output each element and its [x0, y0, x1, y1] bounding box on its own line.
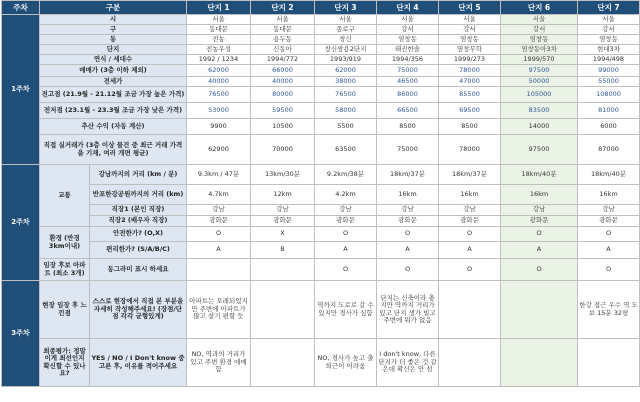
data-cell: 4.2km: [315, 185, 377, 205]
header-complex-6: 단지 6: [501, 1, 578, 15]
data-cell: 서울: [251, 15, 315, 25]
row-label: YES / NO / I Don't know 중 고른 후, 이유를 적어주세요: [90, 339, 187, 387]
data-cell: 강서: [578, 25, 640, 35]
data-cell: 광화문: [251, 216, 315, 227]
table-row: [2, 281, 640, 339]
table-row: [2, 35, 640, 45]
data-cell: 13km/30분: [251, 165, 315, 185]
row-label: 안전한가? (O,X): [90, 227, 187, 242]
table-row: [2, 119, 640, 135]
data-cell: 강남: [251, 205, 315, 216]
row-label: 직장2 (배우자 직장): [90, 216, 187, 227]
data-cell: 아파트는 오래되었지만 주변에 아파트가 많고 살기 편할 듯: [187, 281, 251, 339]
row-label: 전저점 (23.1월 - 23.3월 조금 가장 낮은 가격): [40, 103, 187, 119]
data-cell: A: [501, 242, 578, 259]
round-label: 1주차: [2, 15, 40, 165]
data-cell: 86000: [377, 87, 439, 103]
data-cell: 8500: [439, 119, 501, 135]
table-row: [2, 259, 640, 281]
data-cell: 105000: [501, 87, 578, 103]
data-cell: O: [501, 227, 578, 242]
data-cell: 76500: [187, 87, 251, 103]
data-cell: 강서: [377, 25, 439, 35]
data-cell: 9.2km/38분: [315, 165, 377, 185]
data-cell: A: [439, 242, 501, 259]
data-cell: [501, 281, 578, 339]
data-cell: 18km/37분: [439, 165, 501, 185]
data-cell: 16km: [439, 185, 501, 205]
row-label: 직장1 (본인 직장): [90, 205, 187, 216]
data-cell: 염창동: [501, 35, 578, 45]
header-row: [2, 1, 640, 15]
data-cell: 69500: [439, 103, 501, 119]
data-cell: 75000: [377, 65, 439, 77]
data-cell: 12km: [251, 185, 315, 205]
data-cell: 4.7km: [187, 185, 251, 205]
data-cell: 강남: [439, 205, 501, 216]
header-round: 주차: [2, 1, 40, 15]
category-label: 임장 후보 아파트 (최소 3개): [40, 259, 90, 281]
data-cell: 5500: [315, 119, 377, 135]
category-label: 최종평가: 정말 이게 최선인지 확신할 수 있나요?: [40, 339, 90, 387]
data-cell: 광화문: [439, 216, 501, 227]
data-cell: 10500: [251, 119, 315, 135]
data-cell: 창신: [315, 35, 377, 45]
row-label: 직접 실거래가 (3층 이상 물건 중 최근 거래 가격을 기재, 여러 개면 평균): [40, 135, 187, 165]
data-cell: 서울: [578, 15, 640, 25]
data-cell: O: [439, 227, 501, 242]
data-cell: 78000: [439, 135, 501, 165]
data-cell: O: [578, 227, 640, 242]
header-complex-1: 단지 1: [187, 1, 251, 15]
data-cell: 동대문: [251, 25, 315, 35]
data-cell: 97500: [501, 65, 578, 77]
table-row: [2, 103, 640, 119]
data-cell: 47000: [439, 77, 501, 87]
data-cell: 16km: [501, 185, 578, 205]
data-cell: 83500: [501, 103, 578, 119]
table-row: [2, 77, 640, 87]
data-cell: 서울: [187, 15, 251, 25]
data-cell: 66500: [377, 103, 439, 119]
data-cell: [187, 259, 251, 281]
data-cell: 강남: [187, 205, 251, 216]
data-cell: 염창무학: [439, 45, 501, 55]
data-cell: I don't know, 다른 단지가 더 좋은 것 같은데 확신은 안 섬: [377, 339, 439, 387]
data-cell: 한강 접근 우수 역 도보 15분 32평: [578, 281, 640, 339]
data-cell: 서울: [377, 15, 439, 25]
data-cell: 1994/498: [578, 55, 640, 65]
table-row: [2, 205, 640, 216]
data-cell: 9900: [187, 119, 251, 135]
data-cell: 동대문: [187, 25, 251, 35]
table-row: [2, 15, 640, 25]
data-cell: 광화문: [187, 216, 251, 227]
row-label: 시: [40, 15, 187, 25]
data-cell: 1994/356: [377, 55, 439, 65]
header-complex-4: 단지 4: [377, 1, 439, 15]
data-cell: 81000: [578, 103, 640, 119]
data-cell: 강남: [501, 205, 578, 216]
category-label: 환경 (반경 3km이내): [40, 227, 90, 259]
data-cell: 강남: [315, 205, 377, 216]
table-row: [2, 25, 640, 35]
data-cell: X: [251, 227, 315, 242]
data-cell: 강서: [501, 25, 578, 35]
data-cell: A: [377, 242, 439, 259]
data-cell: 55000: [578, 77, 640, 87]
data-cell: 1999/273: [439, 55, 501, 65]
data-cell: 59500: [251, 103, 315, 119]
row-label: 단지: [40, 45, 187, 55]
data-cell: 16km: [578, 185, 640, 205]
data-cell: [501, 339, 578, 387]
row-label: 추산 수익 (자동 계산): [40, 119, 187, 135]
data-cell: 85500: [439, 87, 501, 103]
table-row: [2, 135, 640, 165]
data-cell: 14000: [501, 119, 578, 135]
data-cell: 18km/40분: [501, 165, 578, 185]
data-cell: 전농우성: [187, 45, 251, 55]
data-cell: [251, 339, 315, 387]
data-cell: 1993/919: [315, 55, 377, 65]
data-cell: 1992 / 1234: [187, 55, 251, 65]
table-row: [2, 227, 640, 242]
data-cell: 현대3차: [578, 45, 640, 55]
header-complex-5: 단지 5: [439, 1, 501, 15]
data-cell: 창신쌍용2단지: [315, 45, 377, 55]
data-cell: [439, 339, 501, 387]
row-label: 구: [40, 25, 187, 35]
data-cell: 53000: [187, 103, 251, 119]
table-row: [2, 45, 640, 55]
header-category: 구분: [40, 1, 187, 15]
row-label: 동: [40, 35, 187, 45]
data-cell: 9.3km / 47분: [187, 165, 251, 185]
row-label: 연식 / 세대수: [40, 55, 187, 65]
header-complex-7: 단지 7: [578, 1, 640, 15]
data-cell: 태진한솔: [377, 45, 439, 55]
data-cell: 서울: [439, 15, 501, 25]
data-cell: 서울: [315, 15, 377, 25]
table-row: [2, 185, 640, 205]
data-cell: 염창동아3차: [501, 45, 578, 55]
data-cell: 1999/570: [501, 55, 578, 65]
data-cell: O: [578, 259, 640, 281]
data-cell: 강남: [377, 205, 439, 216]
data-cell: A: [187, 242, 251, 259]
data-cell: NO, 역과의 거리가 있고 주변 환경 애매함: [187, 339, 251, 387]
data-cell: 38000: [315, 77, 377, 87]
category-label: 교통: [40, 165, 90, 227]
data-cell: O: [187, 227, 251, 242]
data-cell: 99000: [578, 65, 640, 77]
table-row: [2, 65, 640, 77]
row-label: 강남까지의 거리 (km / 분): [90, 165, 187, 185]
category-label: 현장 임장 후 느낀점: [40, 281, 90, 339]
header-complex-3: 단지 3: [315, 1, 377, 15]
data-cell: 광화문: [578, 216, 640, 227]
data-cell: 염창동: [439, 35, 501, 45]
table-row: [2, 339, 640, 387]
data-cell: [251, 259, 315, 281]
data-cell: 80000: [251, 87, 315, 103]
data-cell: 46500: [377, 77, 439, 87]
data-cell: O: [501, 259, 578, 281]
data-cell: 1994/772: [251, 55, 315, 65]
data-cell: 40000: [187, 77, 251, 87]
data-cell: 역까지 도로로 갈 수 있지만 경사가 심함: [315, 281, 377, 339]
data-cell: 강남: [578, 205, 640, 216]
data-cell: 서울: [501, 15, 578, 25]
table-row: [2, 87, 640, 103]
row-label: 반포한강공원까지의 거리 (km): [90, 185, 187, 205]
table-row: [2, 55, 640, 65]
data-cell: 97500: [501, 135, 578, 165]
data-cell: 전농: [187, 35, 251, 45]
round-label: 3주차: [2, 281, 40, 387]
table-row: [2, 216, 640, 227]
data-cell: O: [315, 259, 377, 281]
data-cell: 62000: [187, 65, 251, 77]
row-label: 매매가 (3층 이하 제외): [40, 65, 187, 77]
data-cell: 광화문: [377, 216, 439, 227]
table-row: [2, 165, 640, 185]
data-cell: [439, 281, 501, 339]
data-cell: 50000: [501, 77, 578, 87]
data-cell: 16km: [377, 185, 439, 205]
data-cell: 6000: [578, 119, 640, 135]
data-cell: 염창동: [578, 35, 640, 45]
data-cell: 18km/37분: [377, 165, 439, 185]
data-cell: O: [377, 259, 439, 281]
data-cell: O: [377, 227, 439, 242]
data-cell: [251, 281, 315, 339]
data-cell: 용두동: [251, 35, 315, 45]
data-cell: 63500: [315, 135, 377, 165]
row-label: 전고점 (21.9월 - 21.12월 조금 가장 높은 가격): [40, 87, 187, 103]
data-cell: 58000: [315, 103, 377, 119]
data-cell: 염창동: [377, 35, 439, 45]
data-cell: O: [439, 259, 501, 281]
data-cell: 광화문: [501, 216, 578, 227]
data-cell: 종로구: [315, 25, 377, 35]
data-cell: 66000: [251, 65, 315, 77]
data-cell: A: [315, 242, 377, 259]
data-cell: 강서: [439, 25, 501, 35]
table-row: [2, 242, 640, 259]
data-cell: 신동아: [251, 45, 315, 55]
data-cell: 8500: [377, 119, 439, 135]
data-cell: 108000: [578, 87, 640, 103]
row-label: 스스로 현장에서 직접 본 부분을 자세히 작성해주세요! (장점/단점 각각 균형있게): [90, 281, 187, 339]
data-cell: 76500: [315, 87, 377, 103]
data-cell: 70000: [251, 135, 315, 165]
data-cell: O: [315, 227, 377, 242]
round-label: 2주차: [2, 165, 40, 281]
data-cell: 단지는 신축이라 충지만 역까지 거리가 있고 단지 생가 빌고 주변에 뭐가 없음: [377, 281, 439, 339]
data-cell: 78000: [439, 65, 501, 77]
row-label: 전세가: [40, 77, 187, 87]
data-cell: 87000: [578, 135, 640, 165]
header-complex-2: 단지 2: [251, 1, 315, 15]
data-cell: 광화문: [315, 216, 377, 227]
data-cell: 62900: [187, 135, 251, 165]
data-cell: 62000: [315, 65, 377, 77]
row-label: 동그라미 표시 하세요: [90, 259, 187, 281]
data-cell: NO, 경사가 높고 출퇴근이 어려움: [315, 339, 377, 387]
comparison-table: [1, 0, 640, 387]
data-cell: [578, 339, 640, 387]
data-cell: 18km/40분: [578, 165, 640, 185]
data-cell: 75000: [377, 135, 439, 165]
data-cell: 40000: [251, 77, 315, 87]
row-label: 편리한가? (S/A/B/C): [90, 242, 187, 259]
data-cell: A: [578, 242, 640, 259]
data-cell: B: [251, 242, 315, 259]
